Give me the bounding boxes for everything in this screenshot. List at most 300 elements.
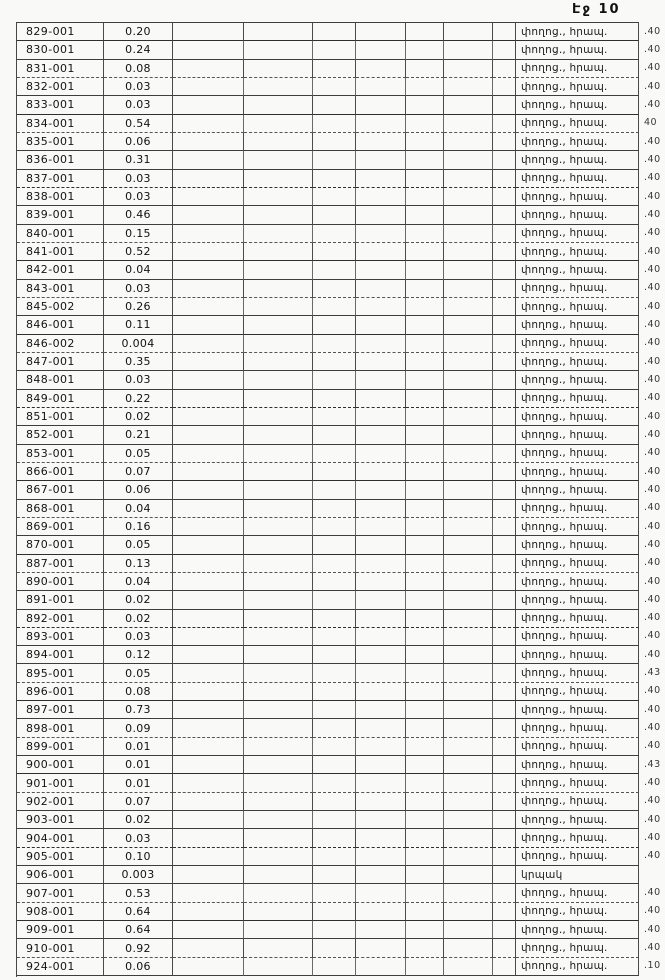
edge-fragment: .40 [644,25,661,37]
table-row [17,719,639,737]
area-value-cell: 0.09 [104,719,173,737]
table-row [17,738,639,756]
parcel-id-cell: 898-001 [17,719,104,737]
empty-cell [313,646,356,664]
empty-cell [244,96,313,114]
area-value-cell: 0.02 [104,811,173,829]
empty-cell [444,445,493,463]
empty-cell [493,96,516,114]
empty-cell [406,481,444,499]
empty-cell [313,664,356,682]
edge-fragment-rail [644,22,665,976]
table-row [17,188,639,206]
table-row [17,426,639,444]
empty-cell [493,188,516,206]
empty-cell [493,426,516,444]
area-value-cell: 0.31 [104,151,173,169]
empty-cell [444,939,493,957]
edge-fragment: .40 [644,263,661,275]
empty-cell [406,573,444,591]
empty-cell [356,701,406,719]
empty-cell [313,774,356,792]
usage-cell: փողոց., հրապ. [516,939,639,957]
area-value-cell: 0.03 [104,170,173,188]
parcel-id-cell: 894-001 [17,646,104,664]
area-value-cell: 0.35 [104,353,173,371]
table-row [17,848,639,866]
empty-cell [493,243,516,261]
usage-cell: փողոց., հրապ. [516,41,639,59]
empty-cell [244,78,313,96]
table-row [17,151,639,169]
empty-cell [356,664,406,682]
empty-cell [356,958,406,976]
table-row [17,701,639,719]
empty-cell [444,536,493,554]
empty-cell [356,133,406,151]
usage-cell: փողոց., հրապ. [516,316,639,334]
empty-cell [244,683,313,701]
empty-cell [173,133,244,151]
empty-cell [444,701,493,719]
edge-fragment: .40 [644,410,661,422]
empty-cell [493,958,516,976]
empty-cell [493,133,516,151]
parcel-id-cell: 834-001 [17,115,104,133]
empty-cell [493,719,516,737]
empty-cell [244,445,313,463]
area-value-cell: 0.26 [104,298,173,316]
empty-cell [444,518,493,536]
empty-cell [313,206,356,224]
empty-cell [493,774,516,792]
empty-cell [444,738,493,756]
parcel-id-cell: 896-001 [17,683,104,701]
empty-cell [244,884,313,902]
parcel-id-cell: 905-001 [17,848,104,866]
area-value-cell: 0.07 [104,793,173,811]
table-row [17,610,639,628]
area-value-cell: 0.06 [104,481,173,499]
empty-cell [444,664,493,682]
parcel-id-cell: 839-001 [17,206,104,224]
parcel-id-cell: 907-001 [17,884,104,902]
empty-cell [313,316,356,334]
edge-fragment: .40 [644,593,661,605]
empty-cell [313,335,356,353]
parcel-id-cell: 891-001 [17,591,104,609]
empty-cell [173,536,244,554]
table-row [17,939,639,957]
area-value-cell: 0.03 [104,78,173,96]
empty-cell [493,115,516,133]
empty-cell [444,243,493,261]
empty-cell [356,500,406,518]
usage-cell: փողոց., հրապ. [516,536,639,554]
empty-cell [406,848,444,866]
empty-cell [356,738,406,756]
empty-cell [244,481,313,499]
table-row [17,23,639,41]
parcel-id-cell: 900-001 [17,756,104,774]
area-value-cell: 0.21 [104,426,173,444]
empty-cell [244,188,313,206]
table-row [17,518,639,536]
empty-cell [444,481,493,499]
area-value-cell: 0.07 [104,463,173,481]
table-row [17,408,639,426]
empty-cell [244,774,313,792]
area-value-cell: 0.06 [104,958,173,976]
empty-cell [313,921,356,939]
empty-cell [493,939,516,957]
empty-cell [493,738,516,756]
edge-fragment: .40 [644,208,661,220]
area-value-cell: 0.03 [104,188,173,206]
empty-cell [493,316,516,334]
usage-cell: փողոց., հրապ. [516,225,639,243]
edge-fragment: .40 [644,337,661,349]
table-row [17,555,639,573]
usage-cell: փողոց., հրապ. [516,390,639,408]
empty-cell [406,591,444,609]
empty-cell [406,133,444,151]
usage-cell: փողոց., հրապ. [516,445,639,463]
empty-cell [406,921,444,939]
empty-cell [356,555,406,573]
empty-cell [173,261,244,279]
table-row [17,115,639,133]
empty-cell [244,829,313,847]
usage-cell: փողոց., հրապ. [516,903,639,921]
empty-cell [244,518,313,536]
empty-cell [244,151,313,169]
area-value-cell: 0.08 [104,683,173,701]
empty-cell [173,481,244,499]
parcel-id-cell: 837-001 [17,170,104,188]
empty-cell [356,610,406,628]
empty-cell [244,280,313,298]
empty-cell [173,225,244,243]
parcel-id-cell: 893-001 [17,628,104,646]
parcel-id-cell: 852-001 [17,426,104,444]
parcel-id-cell: 867-001 [17,481,104,499]
usage-cell: փողոց., հրապ. [516,701,639,719]
empty-cell [406,408,444,426]
empty-cell [313,536,356,554]
area-value-cell: 0.46 [104,206,173,224]
usage-cell: փողոց., հրապ. [516,958,639,976]
table-row [17,921,639,939]
empty-cell [173,115,244,133]
empty-cell [173,243,244,261]
empty-cell [313,60,356,78]
area-value-cell: 0.02 [104,610,173,628]
empty-cell [356,884,406,902]
empty-cell [356,866,406,884]
area-value-cell: 0.02 [104,408,173,426]
empty-cell [356,261,406,279]
edge-fragment: .40 [644,245,661,257]
empty-cell [313,353,356,371]
area-value-cell: 0.03 [104,628,173,646]
empty-cell [313,628,356,646]
usage-cell: փողոց., հրապ. [516,188,639,206]
empty-cell [406,738,444,756]
table-row [17,573,639,591]
table-row [17,903,639,921]
empty-cell [356,793,406,811]
empty-cell [444,829,493,847]
empty-cell [493,261,516,279]
empty-cell [244,610,313,628]
area-value-cell: 0.03 [104,280,173,298]
parcel-id-cell: 909-001 [17,921,104,939]
empty-cell [493,41,516,59]
empty-cell [356,774,406,792]
empty-cell [313,683,356,701]
empty-cell [493,866,516,884]
edge-fragment: .40 [644,190,661,202]
table-row [17,481,639,499]
empty-cell [356,811,406,829]
table-row [17,170,639,188]
edge-fragment: .40 [644,777,661,789]
edge-fragment: .40 [644,538,661,550]
area-value-cell: 0.03 [104,371,173,389]
empty-cell [244,408,313,426]
empty-cell [173,426,244,444]
empty-cell [173,280,244,298]
empty-cell [406,463,444,481]
empty-cell [356,115,406,133]
usage-cell: փողոց., հրապ. [516,353,639,371]
empty-cell [356,298,406,316]
empty-cell [444,610,493,628]
empty-cell [313,939,356,957]
table-row [17,335,639,353]
usage-cell: փողոց., հրապ. [516,573,639,591]
parcel-id-cell: 842-001 [17,261,104,279]
empty-cell [173,848,244,866]
empty-cell [406,60,444,78]
empty-cell [313,463,356,481]
empty-cell [244,664,313,682]
empty-cell [173,884,244,902]
edge-fragment: .40 [644,630,661,642]
empty-cell [173,96,244,114]
empty-cell [244,573,313,591]
empty-cell [313,958,356,976]
area-value-cell: 0.01 [104,774,173,792]
usage-cell: փողոց., հրապ. [516,426,639,444]
table-row [17,78,639,96]
table-row [17,500,639,518]
edge-fragment [644,865,665,883]
usage-cell: փողոց., հրապ. [516,23,639,41]
parcel-id-cell: 853-001 [17,445,104,463]
area-value-cell: 0.03 [104,829,173,847]
usage-cell: փողոց., հրապ. [516,829,639,847]
empty-cell [356,921,406,939]
empty-cell [406,390,444,408]
edge-fragment: .40 [644,373,661,385]
edge-fragment: .40 [644,172,661,184]
empty-cell [313,243,356,261]
empty-cell [244,646,313,664]
edge-fragment: .40 [644,942,661,954]
empty-cell [444,848,493,866]
empty-cell [444,793,493,811]
empty-cell [244,555,313,573]
empty-cell [406,719,444,737]
empty-cell [406,115,444,133]
table-row [17,41,639,59]
empty-cell [244,719,313,737]
empty-cell [313,866,356,884]
usage-cell: փողոց., հրապ. [516,555,639,573]
edge-fragment: .40 [644,447,661,459]
empty-cell [444,60,493,78]
empty-cell [444,261,493,279]
empty-cell [173,756,244,774]
empty-cell [406,335,444,353]
empty-cell [493,60,516,78]
empty-cell [406,829,444,847]
empty-cell [313,41,356,59]
usage-cell: փողոց., հրապ. [516,756,639,774]
empty-cell [493,353,516,371]
edge-fragment: .40 [644,612,661,624]
parcel-table [16,22,639,977]
empty-cell [244,921,313,939]
parcel-id-cell: 846-002 [17,335,104,353]
empty-cell [493,610,516,628]
usage-cell: փողոց., հրապ. [516,628,639,646]
area-value-cell: 0.92 [104,939,173,957]
empty-cell [406,371,444,389]
empty-cell [313,719,356,737]
empty-cell [356,848,406,866]
empty-cell [356,903,406,921]
empty-cell [356,225,406,243]
empty-cell [406,701,444,719]
table-row [17,958,639,976]
area-value-cell: 0.52 [104,243,173,261]
table-row [17,829,639,847]
empty-cell [493,591,516,609]
table-row [17,280,639,298]
usage-cell: փողոց., հրապ. [516,261,639,279]
area-value-cell: 0.12 [104,646,173,664]
empty-cell [244,756,313,774]
empty-cell [406,683,444,701]
edge-fragment: .40 [644,648,661,660]
empty-cell [406,243,444,261]
usage-cell: փողոց., հրապ. [516,738,639,756]
empty-cell [313,390,356,408]
empty-cell [444,591,493,609]
usage-cell: փողոց., հրապ. [516,811,639,829]
empty-cell [444,408,493,426]
empty-cell [356,518,406,536]
table-row [17,646,639,664]
empty-cell [493,756,516,774]
empty-cell [493,884,516,902]
empty-cell [244,701,313,719]
usage-cell: փողոց., հրապ. [516,96,639,114]
empty-cell [493,298,516,316]
table-row [17,774,639,792]
table-row [17,683,639,701]
empty-cell [244,426,313,444]
empty-cell [173,719,244,737]
table-row [17,298,639,316]
empty-cell [244,316,313,334]
usage-cell: կրպակ [516,866,639,884]
edge-fragment: .40 [644,850,661,862]
empty-cell [173,774,244,792]
parcel-id-cell: 843-001 [17,280,104,298]
table-row [17,133,639,151]
edge-fragment: .40 [644,520,661,532]
empty-cell [244,115,313,133]
empty-cell [313,884,356,902]
edge-fragment: .40 [644,428,661,440]
usage-cell: փողոց., հրապ. [516,463,639,481]
empty-cell [493,628,516,646]
empty-cell [356,371,406,389]
empty-cell [356,170,406,188]
empty-cell [444,188,493,206]
empty-cell [313,573,356,591]
empty-cell [244,536,313,554]
usage-cell: փողոց., հրապ. [516,518,639,536]
empty-cell [406,628,444,646]
area-value-cell: 0.03 [104,96,173,114]
area-value-cell: 0.06 [104,133,173,151]
empty-cell [406,610,444,628]
usage-cell: փողոց., հրապ. [516,591,639,609]
empty-cell [173,646,244,664]
empty-cell [244,371,313,389]
empty-cell [173,151,244,169]
empty-cell [444,719,493,737]
empty-cell [444,371,493,389]
edge-fragment: .40 [644,227,661,239]
empty-cell [173,664,244,682]
usage-cell: փողոց., հրապ. [516,133,639,151]
table-row [17,96,639,114]
empty-cell [493,371,516,389]
empty-cell [444,426,493,444]
empty-cell [173,390,244,408]
empty-cell [406,903,444,921]
empty-cell [313,445,356,463]
edge-fragment: .40 [644,355,661,367]
empty-cell [444,903,493,921]
edge-fragment: 40 [644,117,658,129]
empty-cell [406,664,444,682]
empty-cell [244,793,313,811]
usage-cell: փողոց., հրապ. [516,298,639,316]
empty-cell [356,78,406,96]
empty-cell [406,445,444,463]
empty-cell [444,811,493,829]
empty-cell [313,261,356,279]
usage-cell: փողոց., հրապ. [516,646,639,664]
parcel-id-cell: 869-001 [17,518,104,536]
